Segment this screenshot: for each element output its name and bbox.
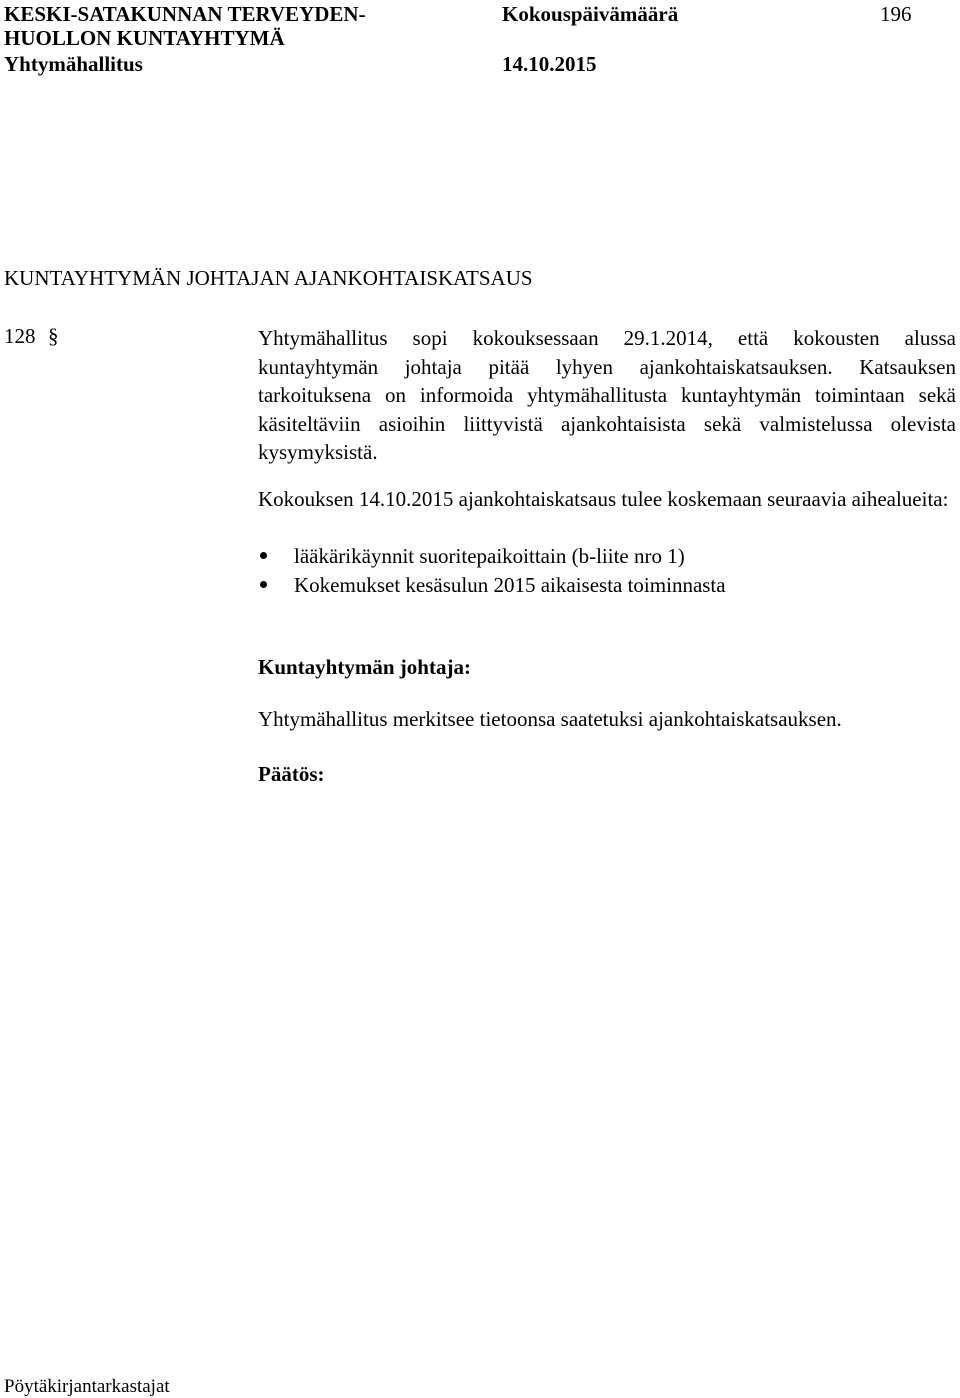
organization-name-line2: HUOLLON KUNTAYHTYMÄ xyxy=(4,26,285,50)
meeting-date: 14.10.2015 xyxy=(502,52,597,76)
topics-intro-paragraph xyxy=(258,485,956,514)
list-item-text: lääkärikäynnit suoritepaikoittain (b-liite nro 1) xyxy=(294,544,685,568)
list-item xyxy=(258,542,726,571)
paragraph-sign: § xyxy=(48,324,59,348)
bullet-icon xyxy=(260,552,267,559)
organization-name-line1: KESKI-SATAKUNNAN TERVEYDEN- xyxy=(4,2,366,26)
list-item-text: Kokemukset kesäsulun 2015 aikaisesta toiminnasta xyxy=(294,572,726,597)
footer-minutes-reviewers-label: Pöytäkirjantarkastajat xyxy=(4,1376,170,1397)
section-title: KUNTAYHTYMÄN JOHTAJAN AJANKOHTAISKATSAUS xyxy=(4,266,533,290)
intro-text: Yhtymähallitus sopi kokouksessaan 29.1.2014, että kokousten alussa kuntayhtymän johtaja pitää lyhyen ajankohtaiskatsauksen. Katsauksen tarkoituksena on informoida yhtymähallitusta kuntayhtymän toimintaan sekä käsiteltäviin asioihin liittyvistä ajankohtaisista sekä valmistelussa olevista kysymyksistä. xyxy=(258,326,956,464)
decision-heading: Päätös: xyxy=(258,762,325,786)
list-item xyxy=(258,571,726,600)
page-number: 196 xyxy=(880,2,912,26)
governing-body: Yhtymähallitus xyxy=(4,52,143,76)
bullet-icon xyxy=(260,581,267,588)
topics-intro-text: Kokouksen 14.10.2015 ajankohtaiskatsaus tulee koskemaan seuraavia aihealueita: xyxy=(258,487,949,511)
meeting-date-label: Kokouspäivämäärä xyxy=(502,2,679,26)
proposal-text: Yhtymähallitus merkitsee tietoonsa saatetuksi ajankohtaiskatsauksen. xyxy=(258,707,842,731)
proposal-heading: Kuntayhtymän johtaja: xyxy=(258,655,471,679)
intro-paragraph xyxy=(258,324,956,467)
topics-list xyxy=(258,542,726,599)
paragraph-number: 128 xyxy=(4,324,36,348)
